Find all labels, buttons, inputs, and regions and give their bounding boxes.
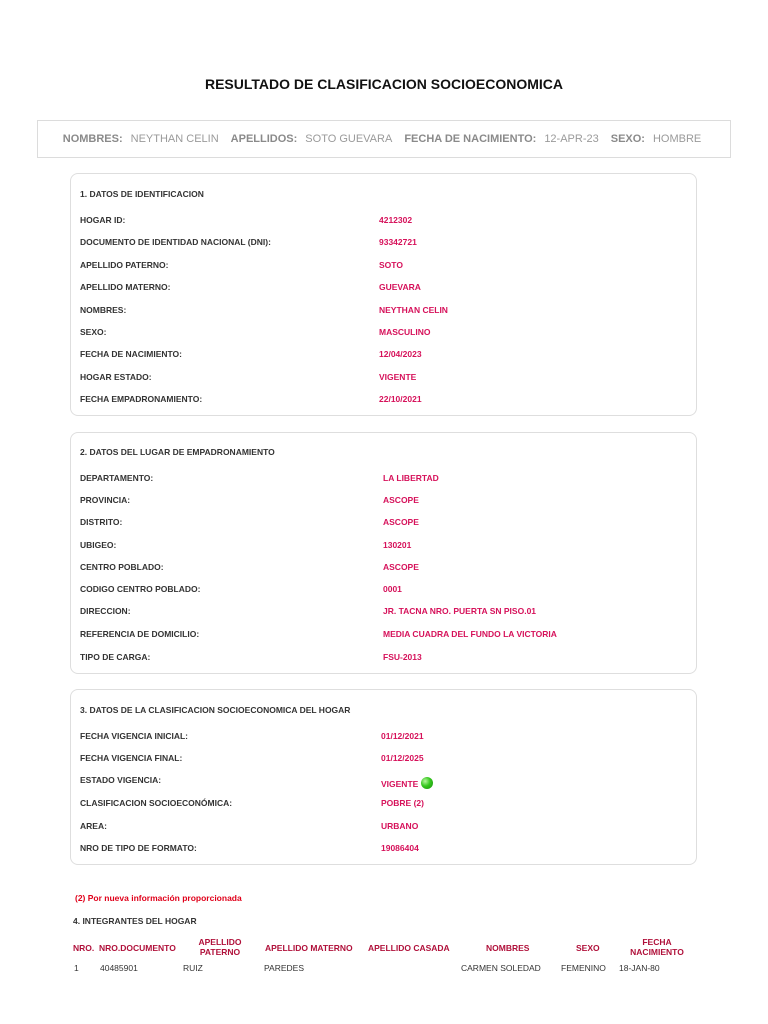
col-header-apellido-paterno-line1: APELLIDO xyxy=(198,937,242,947)
field-label: CENTRO POBLADO: xyxy=(80,562,164,572)
field-label: NOMBRES: xyxy=(80,305,127,315)
page-title: RESULTADO DE CLASIFICACION SOCIOECONOMICA xyxy=(204,76,564,92)
field-label: CODIGO CENTRO POBLADO: xyxy=(80,584,201,594)
field-row xyxy=(80,753,687,765)
member-apellido-paterno: RUIZ xyxy=(183,963,203,973)
field-value: JR. TACNA NRO. PUERTA SN PISO.01 xyxy=(383,606,537,616)
clasificacion-panel xyxy=(70,689,697,865)
field-value: 93342721 xyxy=(379,237,417,247)
integrantes-title: 4. INTEGRANTES DEL HOGAR xyxy=(73,916,197,926)
col-header-apellido-paterno xyxy=(190,937,250,957)
col-header-apellido-casada: APELLIDO CASADA xyxy=(368,943,450,953)
field-label: HOGAR ESTADO: xyxy=(80,372,152,382)
col-header-apellido-paterno-line2: PATERNO xyxy=(199,947,241,957)
field-label: HOGAR ID: xyxy=(80,215,126,225)
field-row xyxy=(80,260,687,272)
field-value: 01/12/2021 xyxy=(381,731,424,741)
member-fecha-nacimiento: 18-JAN-80 xyxy=(619,963,660,973)
person-summary-bar xyxy=(37,120,731,158)
field-row xyxy=(80,394,687,406)
col-header-nro: NRO. xyxy=(73,943,95,953)
field-label: UBIGEO: xyxy=(80,540,117,550)
col-header-fecha-line1: FECHA xyxy=(642,937,672,947)
field-value: MEDIA CUADRA DEL FUNDO LA VICTORIA xyxy=(383,629,557,639)
member-nro: 1 xyxy=(74,963,79,973)
field-row xyxy=(80,775,687,787)
member-apellido-materno: PAREDES xyxy=(264,963,304,973)
field-row xyxy=(80,215,687,227)
identificacion-panel xyxy=(70,173,697,416)
field-label: NRO DE TIPO DE FORMATO: xyxy=(80,843,197,853)
fecha-nacimiento-label: FECHA DE NACIMIENTO: xyxy=(404,133,537,145)
field-value: 19086404 xyxy=(381,843,419,853)
field-label: PROVINCIA: xyxy=(80,495,131,505)
identificacion-title: 1. DATOS DE IDENTIFICACION xyxy=(80,189,204,199)
nombres-value: NEYTHAN CELIN xyxy=(130,133,219,145)
field-value: URBANO xyxy=(381,821,419,831)
field-row xyxy=(80,372,687,384)
field-row xyxy=(80,821,687,833)
field-row xyxy=(80,349,687,361)
field-row xyxy=(80,584,687,596)
footnote: (2) Por nueva información proporcionada xyxy=(75,893,242,903)
col-header-fecha-nacimiento xyxy=(625,937,689,957)
field-value: 4212302 xyxy=(379,215,413,225)
field-label: DISTRITO: xyxy=(80,517,123,527)
field-row xyxy=(80,731,687,743)
field-row xyxy=(80,540,687,552)
status-green-dot-icon xyxy=(421,777,433,789)
field-label: DOCUMENTO DE IDENTIDAD NACIONAL (DNI): xyxy=(80,237,271,247)
field-value: 22/10/2021 xyxy=(379,394,422,404)
apellidos-label: APELLIDOS: xyxy=(230,133,298,145)
member-sexo: FEMENINO xyxy=(561,963,606,973)
field-label: DEPARTAMENTO: xyxy=(80,473,154,483)
field-value: FSU-2013 xyxy=(383,652,422,662)
clasificacion-title: 3. DATOS DE LA CLASIFICACION SOCIOECONOMICA DEL HOGAR xyxy=(80,705,351,715)
field-row xyxy=(80,843,687,855)
field-label: CLASIFICACION SOCIOECONÓMICA: xyxy=(80,798,233,808)
field-row xyxy=(80,473,687,485)
field-value: GUEVARA xyxy=(379,282,421,292)
field-label: FECHA VIGENCIA INICIAL: xyxy=(80,731,188,741)
field-label: TIPO DE CARGA: xyxy=(80,652,151,662)
member-documento: 40485901 xyxy=(100,963,138,973)
member-nombres: CARMEN SOLEDAD xyxy=(461,963,541,973)
field-value: POBRE (2) xyxy=(381,798,424,808)
field-value: ASCOPE xyxy=(383,562,419,572)
field-label: SEXO: xyxy=(80,327,107,337)
field-value: VIGENTE xyxy=(379,372,417,382)
field-label: APELLIDO MATERNO: xyxy=(80,282,171,292)
field-value: LA LIBERTAD xyxy=(383,473,439,483)
field-row xyxy=(80,606,687,618)
field-row xyxy=(80,327,687,339)
fecha-nacimiento-value: 12-APR-23 xyxy=(544,133,599,145)
col-header-fecha-line2: NACIMIENTO xyxy=(630,947,684,957)
field-row xyxy=(80,305,687,317)
field-value: NEYTHAN CELIN xyxy=(379,305,448,315)
field-label: AREA: xyxy=(80,821,107,831)
sexo-label: SEXO: xyxy=(610,133,645,145)
field-row xyxy=(80,237,687,249)
col-header-documento: NRO.DOCUMENTO xyxy=(99,943,176,953)
field-value: SOTO xyxy=(379,260,403,270)
field-value: 01/12/2025 xyxy=(381,753,424,763)
field-label: FECHA EMPADRONAMIENTO: xyxy=(80,394,203,404)
field-value: ASCOPE xyxy=(383,495,419,505)
col-header-nombres: NOMBRES xyxy=(486,943,530,953)
field-row xyxy=(80,798,687,810)
field-row xyxy=(80,652,687,664)
field-value: ASCOPE xyxy=(383,517,419,527)
field-value: 12/04/2023 xyxy=(379,349,422,359)
empadronamiento-panel xyxy=(70,432,697,674)
empadronamiento-title: 2. DATOS DEL LUGAR DE EMPADRONAMIENTO xyxy=(80,447,275,457)
estado-vigencia-value: VIGENTE xyxy=(381,779,419,789)
field-row xyxy=(80,629,687,641)
field-label: FECHA VIGENCIA FINAL: xyxy=(80,753,183,763)
field-value: 130201 xyxy=(383,540,412,550)
apellidos-value: SOTO GUEVARA xyxy=(305,133,393,145)
nombres-label: NOMBRES: xyxy=(62,133,123,145)
field-value: MASCULINO xyxy=(379,327,431,337)
field-label: FECHA DE NACIMIENTO: xyxy=(80,349,182,359)
field-row xyxy=(80,282,687,294)
field-label: ESTADO VIGENCIA: xyxy=(80,775,162,785)
col-header-sexo: SEXO xyxy=(576,943,600,953)
field-value xyxy=(381,777,433,789)
field-value: 0001 xyxy=(383,584,402,594)
col-header-apellido-materno: APELLIDO MATERNO xyxy=(265,943,353,953)
field-label: DIRECCION: xyxy=(80,606,131,616)
field-label: APELLIDO PATERNO: xyxy=(80,260,169,270)
field-label: REFERENCIA DE DOMICILIO: xyxy=(80,629,200,639)
field-row xyxy=(80,495,687,507)
sexo-value: HOMBRE xyxy=(652,133,702,145)
field-row xyxy=(80,517,687,529)
field-row xyxy=(80,562,687,574)
